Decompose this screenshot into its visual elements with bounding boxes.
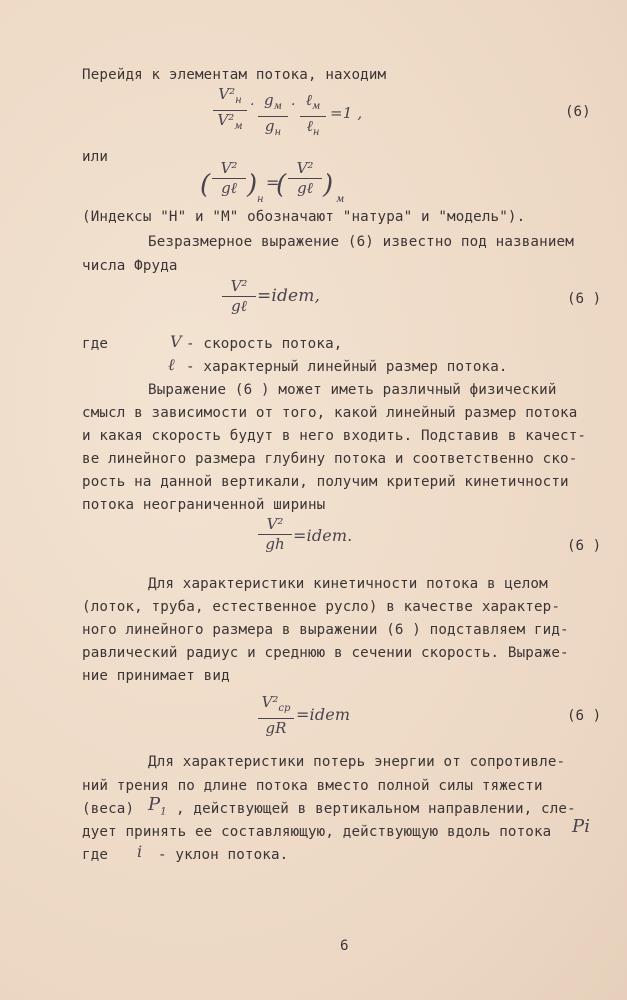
- text-line: или: [82, 149, 109, 165]
- text-line: - уклон потока.: [158, 847, 289, 863]
- text-line: рость на данной вертикали, получим критерий кинетичности: [82, 474, 569, 490]
- equation-rhs: =idem,: [257, 286, 321, 306]
- equation-number: (6 ): [567, 291, 602, 307]
- dot-operator: ·: [250, 97, 255, 113]
- symbol-v: V: [170, 332, 182, 351]
- text-line: Перейдя к элементам потока, находим: [82, 67, 387, 83]
- text-line: ного линейного размера в выражении (6 ) подставляем гид-: [82, 622, 569, 638]
- equation-number: (6 ): [567, 538, 602, 554]
- equation-rhs: =1 ,: [330, 104, 363, 122]
- text-line: (веса): [82, 801, 135, 817]
- text-line: равлический радиус и среднюю в сечении скорость. Выраже-: [82, 645, 569, 661]
- text-line: дует принять ее составляющую, действующую вдоль потока: [82, 824, 552, 840]
- text-line: Безразмерное выражение (6) известно под названием: [148, 234, 574, 250]
- text-line: потока неограниченной ширины: [82, 497, 326, 513]
- text-line: ве линейного размера глубину потока и соответственно ско-: [82, 451, 578, 467]
- paren-close: ): [323, 170, 334, 200]
- equation-number: (6): [565, 104, 591, 120]
- text-line: смысл в зависимости от того, какой линейный размер потока: [82, 405, 578, 421]
- text-line: Для характеристики кинетичности потока в целом: [148, 576, 548, 592]
- symbol-l: ℓ: [168, 355, 175, 374]
- subscript-m: м: [336, 194, 345, 205]
- text-line: Выражение (6 ) может иметь различный физический: [148, 382, 557, 398]
- text-line: и какая скорость будут в него входить. Подставив в качест-: [82, 428, 587, 444]
- text-line: ние принимает вид: [82, 668, 230, 684]
- symbol-pi: Pi: [572, 816, 591, 837]
- text-line: где: [82, 847, 109, 863]
- paren-open: (: [276, 170, 287, 200]
- equation-rhs: =idem.: [293, 526, 353, 545]
- equals-sign: =: [266, 173, 280, 192]
- paren-open: (: [200, 170, 211, 200]
- paren-close: ): [247, 170, 258, 200]
- text-line: (Индексы "Н" и "М" обозначают "натура" и "модель").: [82, 209, 526, 225]
- text-line: где: [82, 336, 109, 352]
- fraction-g: $g_м$ $g_н$: [258, 92, 288, 141]
- symbol-p: $P_1$: [148, 794, 167, 818]
- fraction-froude-m: V² gℓ: [288, 160, 322, 197]
- page-number: 6: [340, 938, 349, 954]
- fraction-froude: V² gℓ: [222, 278, 256, 315]
- text-line: ний трения по длине потока вместо полной силы тяжести: [82, 778, 543, 794]
- fraction-gr: $V^2_{ср}$ gR: [258, 694, 294, 737]
- subscript-h: н: [257, 194, 264, 205]
- text-line: числа Фруда: [82, 258, 178, 274]
- text-line: (лоток, труба, естественное русло) в качестве характер-: [82, 599, 561, 615]
- symbol-i: i: [137, 842, 143, 861]
- fraction-v: $V^2_н$ $V^2_м$: [213, 86, 247, 135]
- dot-operator: ·: [291, 97, 296, 113]
- text-line: - характерный линейный размер потока.: [186, 359, 508, 375]
- fraction-froude-n: V² gℓ: [212, 160, 246, 197]
- equation-number: (6 ): [567, 708, 602, 724]
- fraction-gh: V² gh: [258, 516, 292, 553]
- text-line: , действующей в вертикальном направлении, сле-: [176, 801, 576, 817]
- text-line: Для характеристики потерь энергии от сопротивле-: [148, 754, 566, 770]
- fraction-l: ℓ$_м$ ℓ$_н$: [300, 92, 326, 141]
- text-line: - скорость потока,: [186, 336, 343, 352]
- equation-rhs: =idem: [296, 705, 351, 724]
